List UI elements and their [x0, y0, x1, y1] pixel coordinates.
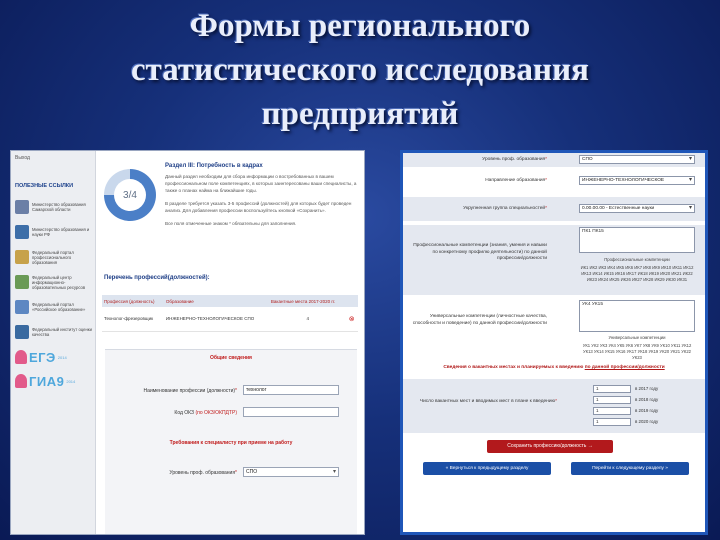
next-section-button[interactable]: Перейти к следующему разделу » [571, 462, 689, 475]
column-header: Профессия (должность) [102, 295, 164, 307]
table-header-row [102, 295, 358, 307]
vacancy-row [403, 379, 705, 433]
specialty-group-row [403, 197, 705, 221]
sidebar-link-label: Федеральный портал профессионального образования [32, 249, 74, 265]
section-title: Раздел III: Потребность в кадрах [165, 163, 263, 169]
sidebar-link-label: Федеральный институт оценки качества [32, 327, 92, 337]
profession-name-row [105, 385, 357, 397]
table-cell: Технолог-фрезеровщик [102, 307, 164, 331]
vacancy-year-row [593, 407, 703, 415]
profession-label: Наименование профессии (должности) [143, 388, 236, 394]
specialty-group-select[interactable]: 0.00.00.00 - Естественные науки ▾ [579, 204, 695, 213]
section-paragraph: Данный раздел необходим для сбора информации о востребованных в вашем профессиональном поле компетенциях, в которых заинтересованы ваши специалисты, а также о планах найма на ближайшие годы. [165, 174, 357, 193]
profession-list-title: Перечень профессий(должностей): [104, 275, 210, 281]
vacancy-year-input[interactable]: 1 [593, 407, 631, 415]
sidebar-link-russian-education[interactable] [15, 295, 93, 319]
ege-logo-icon [15, 350, 27, 364]
okz-code-input[interactable] [243, 407, 339, 417]
ege-year: 2014 [57, 354, 67, 360]
vacancy-year-row [593, 385, 703, 393]
univ-competence-textarea[interactable]: УК4 УК15 [579, 300, 695, 332]
column-header: Вакантные места 2017-2020 гг. [269, 295, 347, 307]
vacancy-year-row [593, 396, 703, 404]
sidebar-link-gia9[interactable] [15, 369, 93, 393]
portal-logo-icon [15, 275, 29, 289]
sidebar-link-label: Министерство образования Самарской области [32, 202, 86, 212]
prof-competence-note: Профессиональные компетенции [604, 257, 670, 262]
education-level-label: Уровень проф. образования [169, 470, 236, 476]
left-screenshot [10, 150, 365, 535]
prof-competence-textarea[interactable]: ПК1 ПК15 [579, 227, 695, 253]
univ-competence-label: Универсальные компетенции (личностные качества, способности и поведение) по данной профессии/должности [412, 314, 547, 326]
sidebar-heading: ПОЛЕЗНЫЕ ССЫЛКИ [15, 183, 74, 189]
section-paragraph: Все поля отмеченные знаком * обязательны для заполнения. [165, 221, 297, 226]
sidebar-links [15, 195, 93, 393]
education-level-select[interactable]: СПО ▾ [579, 155, 695, 164]
table-row[interactable] [102, 307, 358, 331]
education-level-row [403, 153, 705, 167]
vacancy-year-row [593, 418, 703, 426]
education-direction-row [403, 173, 705, 187]
sidebar-link-label: Федеральный центр информационно-образовательных ресурсов [32, 274, 86, 290]
sidebar [11, 151, 96, 535]
vacancy-year-input[interactable]: 1 [593, 396, 631, 404]
main-content [99, 151, 364, 535]
univ-competence-note: Универсальные компетенции [608, 335, 666, 340]
univ-competence-codes[interactable]: УК1 УК2 УК3 УК4 УК5 УК6 УК7 УК8 УК9 УК10 УК11 УК12 УК13 УК14 УК15 УК16 УК17 УК18 УК19 УК20 УК21 УК22 УК23 [582, 343, 692, 360]
gia-year: 2014 [66, 378, 76, 384]
specialty-group-label: Укрупненная группа специальностей [463, 206, 546, 211]
sidebar-link-label: Федеральный портал «Российское образование» [32, 302, 86, 312]
portal-logo-icon [15, 300, 29, 314]
field-label: Уровень проф. образования* [169, 470, 237, 476]
sidebar-link-prof-portal[interactable] [15, 245, 93, 269]
univ-competence-row [403, 298, 705, 360]
vacancy-year-label: в 2018 году [635, 397, 659, 402]
field-label [174, 410, 237, 416]
delete-icon[interactable]: ⊗ [348, 315, 355, 323]
portal-logo-icon [15, 325, 29, 339]
sidebar-link-fcior[interactable] [15, 270, 93, 294]
portal-logo-icon [15, 250, 29, 264]
vacancy-year-label: в 2017 году [635, 386, 659, 391]
emblem-icon [15, 225, 29, 239]
vacancy-note-text: Сведения о вакантных местах и планируемых к введению [443, 365, 584, 370]
vacancy-note [403, 365, 705, 370]
vacancy-year-input[interactable]: 1 [593, 385, 631, 393]
coat-of-arms-icon [15, 200, 29, 214]
progress-ring [104, 169, 156, 221]
save-profession-button[interactable]: Сохранить профессию/должность → [487, 440, 613, 453]
slide-title-line-3: предприятий [261, 96, 459, 132]
vacancy-note-link[interactable]: по данной профессии/должности [584, 365, 665, 370]
profession-form [105, 349, 357, 534]
education-level-label: Уровень проф. образования [482, 157, 546, 162]
section-description [165, 173, 360, 233]
direction-label: Направление образования [485, 178, 546, 183]
field-label: Наименование профессии (должности)* [143, 388, 237, 394]
column-header [347, 295, 358, 307]
prof-competence-row [403, 225, 705, 295]
gia-label: ГИА9 [29, 373, 65, 389]
slide-title-line-1: Формы регионального [189, 8, 531, 44]
field-label: Число вакантных мест и вводимых мест в плане к введению* [419, 399, 557, 404]
form-heading-requirements: Требования к специалисту при приеме на работу [169, 440, 293, 446]
section-paragraph: В разделе требуется указать 3-5 профессий (должностей) для которых будет проведен анализ. Для добавления профессии воспользуйтесь кнопкой «Сохранить». [165, 201, 352, 213]
sidebar-link-minobr-rf[interactable] [15, 220, 93, 244]
slide-title-line-2: статистического исследования [131, 52, 589, 88]
education-level-row [105, 467, 357, 479]
vacancy-year-label: в 2019 году [635, 408, 659, 413]
field-label: Направление образования* [485, 178, 547, 183]
okz-hint: (по ОКЗ/ОКПДТР) [195, 410, 237, 416]
prof-competence-codes[interactable]: ИК1 ИК2 ИК3 ИК4 ИК5 ИК6 ИК7 ИК8 ИК9 ИК10 ИК11 ИК12 ИК13 ИК14 ИК15 ИК16 ИК17 ИК18 ИК19 ИК20 ИК21 ИК22 ИК23 ИК24 ИК25 ИК26 ИК27 ИК28 ИК29 ИК30 ИК31 [580, 265, 694, 282]
slide-title [0, 4, 720, 136]
profession-name-input[interactable]: технолог [243, 385, 339, 395]
sidebar-link-ege[interactable] [15, 345, 93, 369]
okz-code-row [105, 407, 357, 419]
delete-cell [347, 307, 358, 331]
sidebar-link-label: Министерство образования и науки РФ [32, 227, 90, 237]
education-direction-select[interactable]: ИНЖЕНЕРНО-ТЕХНОЛОГИЧЕСКОЕ ▾ [579, 176, 695, 185]
prof-competence-label: Профессиональные компетенции (знания, умения и навыки по конкретному профилю деятельности) по данной профессии/должности [413, 243, 547, 261]
gia-logo-icon [15, 374, 27, 388]
progress-label: 3/4 [114, 179, 146, 211]
breadcrumb[interactable]: Выход [15, 155, 30, 161]
table-cell: ИНЖЕНЕРНО-ТЕХНОЛОГИЧЕСКОЕ СПО [164, 307, 269, 331]
ege-label: ЕГЭ [29, 349, 56, 365]
education-level-select[interactable]: СПО ▾ [243, 467, 339, 477]
form-heading-general: Общие сведения [210, 355, 252, 361]
field-label: Уровень проф. образования* [482, 157, 547, 162]
vacancy-year-input[interactable]: 1 [593, 418, 631, 426]
sidebar-link-minobr-samara[interactable] [15, 195, 93, 219]
table-cell: 4 [269, 307, 347, 331]
right-screenshot [400, 150, 708, 535]
vacancy-label: Число вакантных мест и вводимых мест в плане к введению [419, 399, 556, 404]
profession-table [102, 295, 358, 332]
vacancy-year-label: в 2020 году [635, 419, 659, 424]
column-header: Образование [164, 295, 269, 307]
field-label: Укрупненная группа специальностей* [463, 206, 547, 211]
previous-section-button[interactable]: « Вернуться к предыдущему разделу [423, 462, 551, 475]
sidebar-link-fiok[interactable] [15, 320, 93, 344]
okz-label: Код ОКЗ [174, 410, 195, 416]
